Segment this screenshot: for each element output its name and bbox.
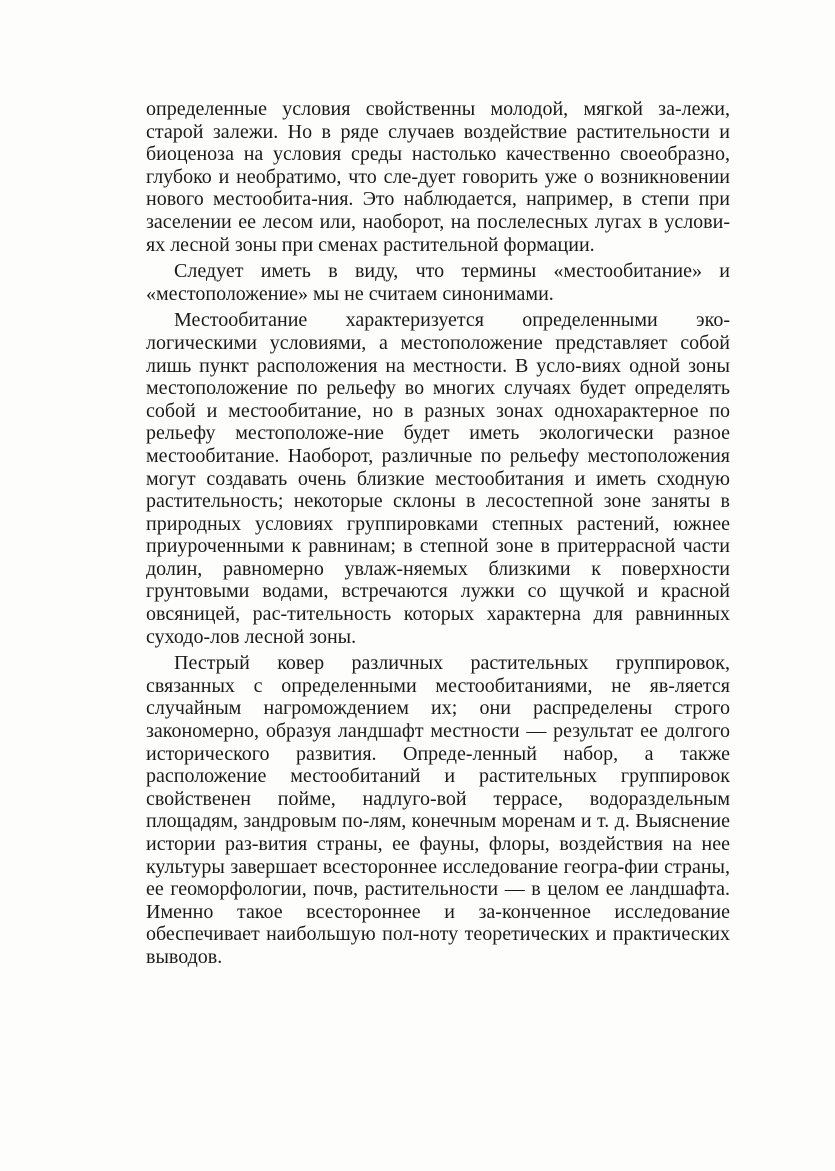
page-text — [146, 98, 730, 973]
paragraph-1: определенные условия свойственны молодой, мягкой за-лежи, старой залежи. Но в ряде случаев воздействие растительности и биоценоза на условия среды настолько качественно своеобразно, глубоко и необратимо, что сле-дует говорить уже о возникновении нового местообита-ния. Это наблюдается, например, в степи при заселении ее лесом или, наоборот, на послелесных лугах в услови-ях лесной зоны при сменах растительной формации. — [146, 98, 730, 256]
paragraph-4: Пестрый ковер различных растительных группировок, связанных с определенными местообитаниями, не яв-ляется случайным нагромождением их; они распределены строго закономерно, образуя ландшафт местности — результат ее долгого исторического развития. Опреде-ленный набор, а также расположение местообитаний и растительных группировок свойственен пойме, надлуго-вой террасе, водораздельным площадям, зандровым по-лям, конечным моренам и т. д. Выяснение истории раз-вития страны, ее фауны, флоры, воздействия на нее культуры завершает всестороннее исследование геогра-фии страны, ее геоморфологии, почв, растительности — в целом ее ландшафта. Именно такое всестороннее и за-конченное исследование обеспечивает наибольшую пол-ноту теоретических и практических выводов. — [146, 652, 730, 968]
paragraph-3: Местообитание характеризуется определенными эко-логическими условиями, а местоположение представляет собой лишь пункт расположения на местности. В усло-виях одной зоны местоположение по рельефу во многих случаях будет определять собой и местообитание, но в разных зонах однохарактерное по рельефу местоположе-ние будет иметь экологически разное местообитание. Наоборот, различные по рельефу местоположения могут создавать очень близкие местообитания и иметь сходную растительность; некоторые склоны в лесостепной зоне заняты в природных условиях группировками степных растений, южнее приуроченными к равнинам; в степной зоне в притеррасной части долин, равномерно увлаж-няемых близкими к поверхности грунтовыми водами, встречаются лужки со щучкой и красной овсяницей, рас-тительность которых характерна для равнинных суходо-лов лесной зоны. — [146, 309, 730, 648]
paragraph-2: Следует иметь в виду, что термины «местообитание» и «местоположение» мы не считаем синонимами. — [146, 260, 730, 305]
